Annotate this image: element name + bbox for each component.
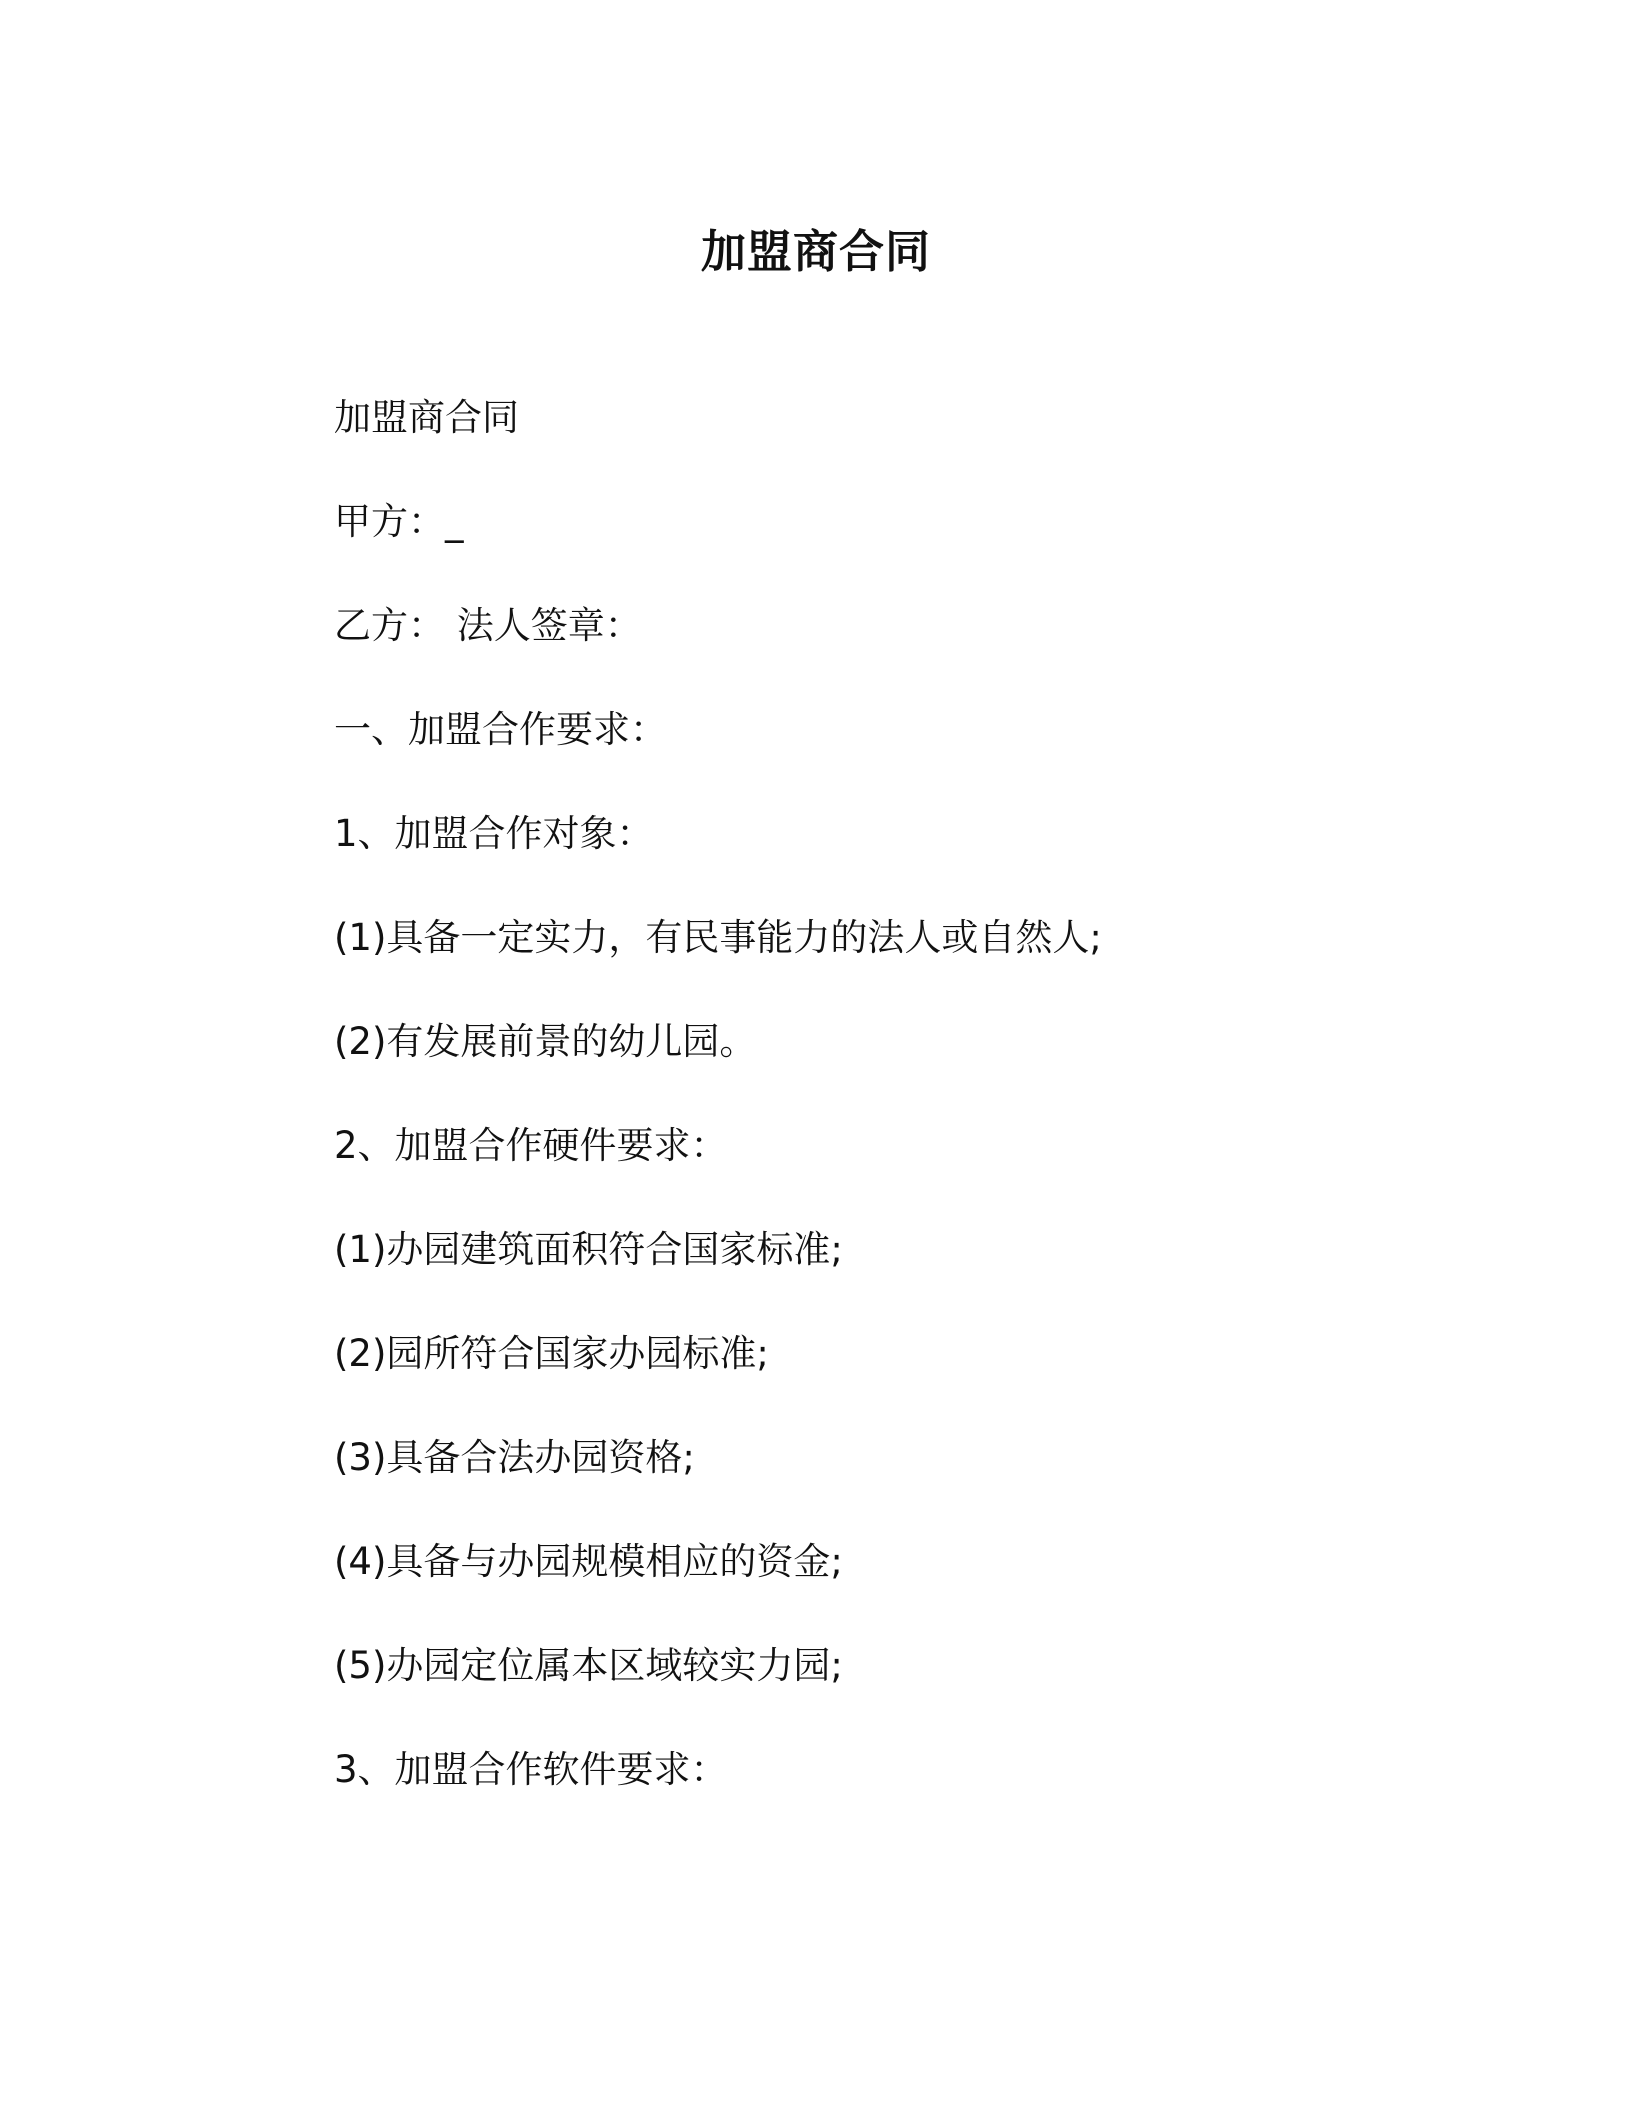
list-item: (1)具备一定实力，有民事能力的法人或自然人;: [334, 916, 1102, 959]
list-item: (4)具备与办园规模相应的资金;: [334, 1540, 843, 1583]
list-item: (1)办园建筑面积符合国家标准;: [334, 1228, 843, 1271]
body-line-subtitle: 加盟商合同: [334, 396, 519, 439]
document-body: [334, 392, 1534, 1848]
section-heading-requirements: 一、加盟合作要求：: [334, 708, 667, 751]
subsection-heading-hardware: 2、加盟合作硬件要求：: [334, 1124, 728, 1167]
body-line-party-a: 甲方：_: [334, 500, 464, 543]
body-line-party-b: 乙方： 法人签章：: [334, 604, 642, 647]
list-item: (2)有发展前景的幼儿园。: [334, 1020, 757, 1063]
list-item: (2)园所符合国家办园标准;: [334, 1332, 769, 1375]
list-item: (5)办园定位属本区域较实力园;: [334, 1644, 843, 1687]
document-title: 加盟商合同: [700, 225, 931, 278]
subsection-heading-targets: 1、加盟合作对象：: [334, 812, 654, 855]
subsection-heading-software: 3、加盟合作软件要求：: [334, 1748, 728, 1791]
list-item: (3)具备合法办园资格;: [334, 1436, 695, 1479]
